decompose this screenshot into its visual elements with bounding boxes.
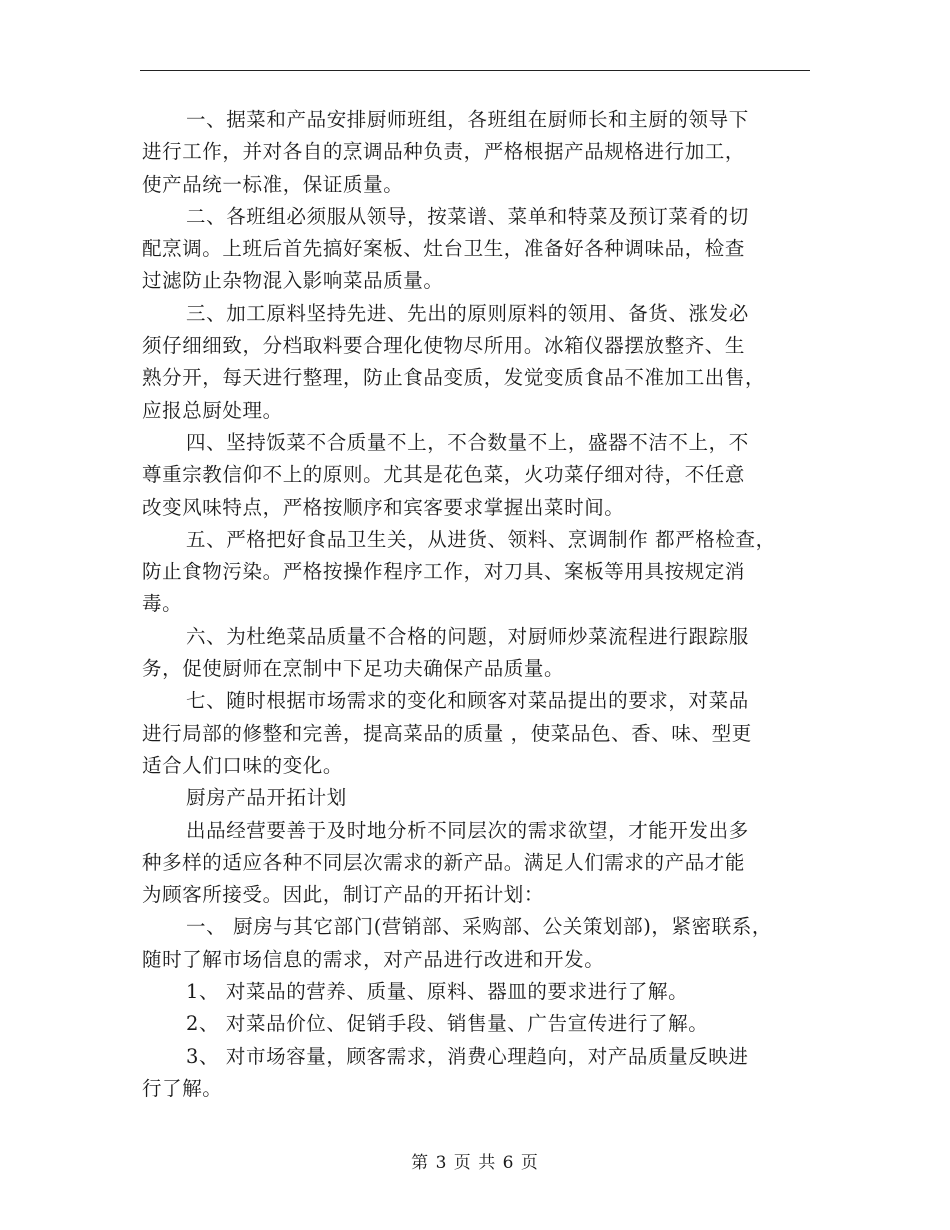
text-line: 毒。 — [142, 592, 183, 616]
text-line: 2、 对菜品价位、促销手段、销售量、广告宣传进行了解。 — [186, 1012, 709, 1036]
text-line: 适合人们口味的变化。 — [142, 753, 344, 777]
text-line: 3、 对市场容量，顾客需求，消费心理趋向，对产品质量反映进 — [186, 1044, 749, 1068]
text-line: 六、为杜绝菜品质量不合格的问题，对厨师炒菜流程进行跟踪服 — [186, 624, 749, 648]
text-line: 改变风味特点，严格按顺序和宾客要求掌握出菜时间。 — [142, 495, 625, 519]
document-body — [142, 104, 810, 1105]
text-line: 进行工作，并对各自的烹调品种负责，严格根据产品规格进行加工， — [142, 140, 746, 164]
text-line: 二、各班组必须服从领导，按菜谱、菜单和特菜及预订菜肴的切 — [186, 204, 749, 228]
text-line: 行了解。 — [142, 1076, 223, 1100]
text-line: 务，促使厨师在烹制中下足功夫确保产品质量。 — [142, 657, 565, 681]
text-line: 使产品统一标准，保证质量。 — [142, 172, 404, 196]
text-line: 四、坚持饭菜不合质量不上，不合数量不上，盛器不洁不上，不 — [186, 430, 749, 454]
text-line: 应报总厨处理。 — [142, 398, 283, 422]
text-line: 过滤防止杂物混入影响菜品质量。 — [142, 269, 444, 293]
text-line: 须仔细细致，分档取料要合理化使物尽所用。冰箱仪器摆放整齐、生 — [142, 334, 746, 358]
text-line: 尊重宗教信仰不上的原则。尤其是花色菜，火功菜仔细对待，不任意 — [142, 463, 746, 487]
text-line: 种多样的适应各种不同层次需求的新产品。满足人们需求的产品才能 — [142, 850, 746, 874]
text-line: 防止食物污染。严格按操作程序工作，对刀具、案板等用具按规定消 — [142, 560, 746, 584]
text-line: 出品经营要善于及时地分析不同层次的需求欲望，才能开发出多 — [186, 818, 749, 842]
text-line: 一、 厨房与其它部门(营销部、采购部、公关策划部)，紧密联系， — [186, 915, 773, 939]
header-rule — [140, 70, 810, 71]
text-line: 配烹调。上班后首先搞好案板、灶台卫生，准备好各种调味品，检查 — [142, 237, 746, 261]
text-line: 五、严格把好食品卫生关，从进货、领料、烹调制作 都严格检查， — [186, 527, 776, 551]
text-line: 熟分开，每天进行整理，防止食品变质，发觉变质食品不准加工出售， — [142, 366, 766, 390]
text-line: 进行局部的修整和完善，提高菜品的质量 ，使菜品色、香、味、型更 — [142, 721, 752, 745]
text-line: 三、加工原料坚持先进、先出的原则原料的领用、备货、涨发必 — [186, 301, 749, 325]
text-line: 七、随时根据市场需求的变化和顾客对菜品提出的要求，对菜品 — [186, 689, 749, 713]
text-line: 一、据菜和产品安排厨师班组，各班组在厨师长和主厨的领导下 — [186, 108, 749, 131]
page-number: 第 3 页 共 6 页 — [411, 1153, 539, 1173]
text-line: 厨房产品开拓计划 — [186, 786, 347, 810]
text-line: 随时了解市场信息的需求，对产品进行改进和开发。 — [142, 947, 605, 971]
text-line: 为顾客所接受。因此，制订产品的开拓计划： — [142, 883, 545, 907]
text-line: 1、 对菜品的营养、质量、原料、器皿的要求进行了解。 — [186, 980, 689, 1004]
